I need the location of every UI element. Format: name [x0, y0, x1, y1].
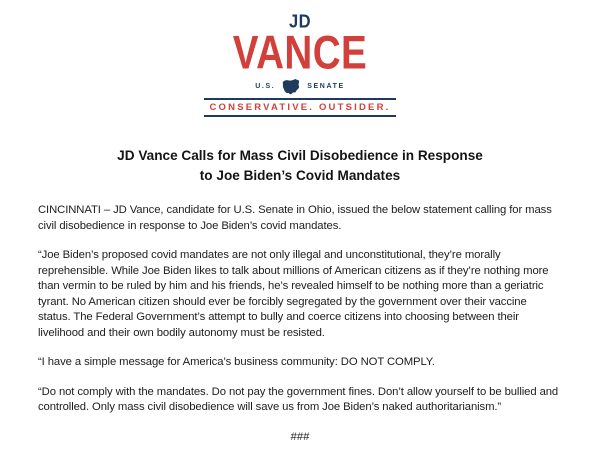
- logo-tagline: CONSERVATIVE. OUTSIDER.: [204, 98, 397, 117]
- logo-jd-text: JD: [288, 10, 312, 32]
- logo-vance-text: VANCE: [232, 25, 368, 79]
- paragraph-statement-1: “Joe Biden’s proposed covid mandates are not only illegal and unconstitutional, they’re morally reprehensible. While Joe Biden likes to talk about millions of American citizens as if they’re nothing more than vermin to be ruled by him and his friends, he’s revealed himself to be nothing more than a geriatric tyrant. No American citizen should ever be forcibly segregated by the government over their vaccine status. The Federal Government’s attempt to bully and coerce citizens into choosing between their livelihood and their own bodily autonomy must be resisted.: [38, 249, 549, 339]
- logo-us-label: U.S.: [255, 82, 276, 90]
- paragraph-statement-2: “I have a simple message for America’s business community: DO NOT COMPLY.: [38, 356, 435, 369]
- logo-senate-label: SENATE: [307, 82, 345, 90]
- paragraph-statement-3: “Do not comply with the mandates. Do not pay the government fines. Don’t allow yourself to be bullied and controlled. Only mass civil disobedience will save us from Joe Biden’s naked authoritarianism.”: [38, 385, 559, 414]
- paragraph-dateline: CINCINNATI – JD Vance, candidate for U.S. Senate in Ohio, issued the below statement calling for mass civil disobedience in response to Joe Biden’s covid mandates.: [38, 204, 552, 232]
- press-release-end-mark: ###: [290, 430, 310, 443]
- logo-senate-row: [0, 77, 600, 95]
- press-release-headline: [0, 146, 600, 186]
- campaign-logo: [0, 0, 600, 117]
- press-release-body: [38, 203, 562, 416]
- headline-line-2: to Joe Biden’s Covid Mandates: [199, 168, 401, 184]
- ohio-state-icon: [281, 77, 301, 95]
- headline-line-1: JD Vance Calls for Mass Civil Disobedience in Response: [117, 148, 483, 164]
